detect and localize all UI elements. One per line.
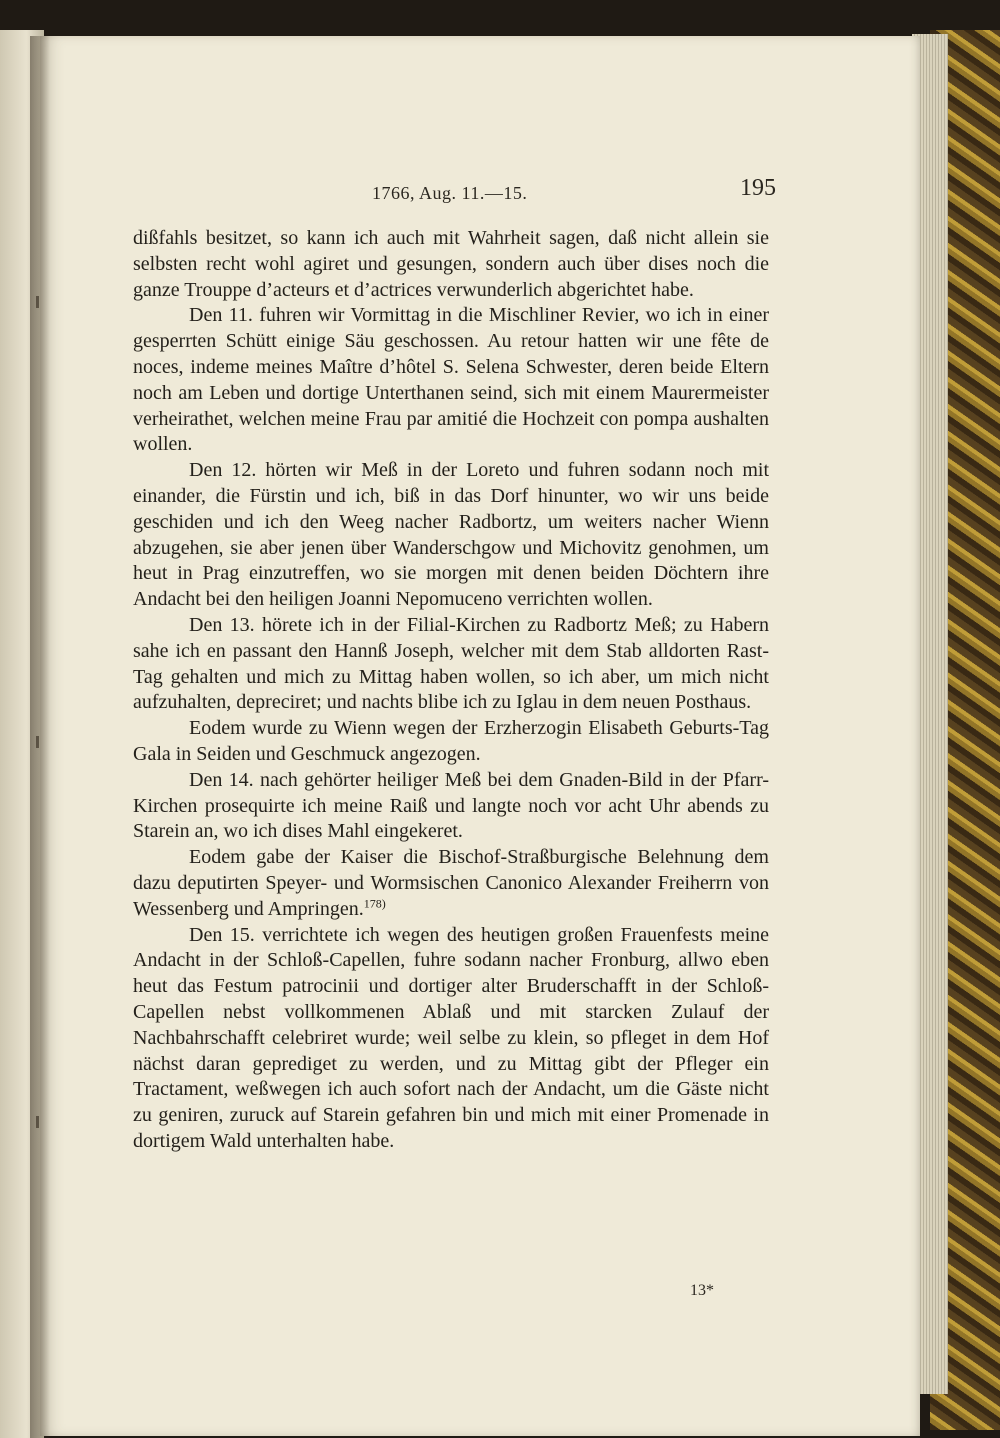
paragraph: Den 12. hörten wir Meß in der Loreto und fuhren sodann noch mit einander, die Fürstin und ich, biß in das Dorf hinunter, wo wir uns beide geschiden und ich den Weeg nacher Radbortz, um weiters nacher Wienn abzugehen, sie aber jenen über Wanderschgow und Michovitz genohmen, um heut in Prag einzutreffen, wo sie morgen mit denen beiden Döchtern ihre Andacht bei den heiligen Joanni Nepomuceno verrichten wollen. [133,459,769,611]
paragraph: Den 14. nach gehörter heiliger Meß bei dem Gnaden-Bild in der Pfarr-Kirchen prosequirte ich meine Raiß und langte noch vor acht Uhr abends zu Starein an, wo ich dises Mahl eingekeret. [133,768,769,843]
paragraph: Den 11. fuhren wir Vormittag in die Mischliner Revier, wo ich in einer gesperrten Schütt einige Säu geschossen. Au retour hatten wir une fête de noces, indeme meines Maître d’hôtel S. Selena Schwester, deren beide Eltern noch am Leben und dortige Unterthanen seind, sich mit einem Maurermeister verheirathet, welchen meine Frau par amitié die Hochzeit con pompa aushalten wollen. [133,304,769,456]
footnote-reference: 178) [363,896,386,911]
paragraph: Den 15. verrichtete ich wegen des heutigen großen Frauenfests meine Andacht in der Schloß-Capellen, fuhre sodann nacher Fronburg, allwo eben heut das Festum patrocinii und dortiger alter Bruderschafft in der Schloß-Capellen nebst vollkommenen Ablaß und mit starcken Zulauf der Nachbahrschafft celebriret wurde; weil selbe zu klein, so pfleget in dem Hof nächst daran geprediget zu werden, und zu Mittag gibt der Pfleger ein Tractament, weßwegen ich auch sofort nach der Andacht, um die Gäste nicht zu geniren, zuruck auf Starein gefahren bin und mich mit einer Promenade in dortigem Wald unterhalten habe. [133,923,769,1152]
paragraph: Eodem wurde zu Wienn wegen der Erzherzogin Elisabeth Geburts-Tag Gala in Seiden und Geschmuck angezogen. [133,717,769,765]
paragraph-text: Eodem gabe der Kaiser die Bischof-Straßburgische Belehnung dem dazu deputirten Speyer- und Wormsischen Canonico Alexander Freiherrn von Wessenberg und Ampringen. [133,846,769,920]
signature-mark: 13* [690,1282,714,1299]
page-number: 195 [740,175,776,201]
book-page [40,36,920,1436]
paragraph: dißfahls besitzet, so kann ich auch mit Wahrheit sagen, daß nicht allein sie selbsten recht wohl agiret und gesungen, sondern auch über dises noch die ganze Trouppe d’acteurs et d’actrices verwunderlich abgerichtet habe. [133,227,769,301]
page-header [40,175,920,211]
paragraph-with-footnote [133,845,769,922]
running-head: 1766, Aug. 11.—15. [372,183,528,203]
paragraph: Den 13. hörete ich in der Filial-Kirchen zu Radbortz Meß; zu Habern sahe ich en passant den Hannß Joseph, welcher mit dem Stab alldorten Rast-Tag gehalten und mich zu Mittag haben wollen, so ich aber, um mich nicht aufzuhalten, depreciret; und nachts blibe ich zu Iglau in dem neuen Posthaus. [133,613,769,714]
page-gutter-shadow [30,36,50,1438]
body-text [133,226,769,1155]
